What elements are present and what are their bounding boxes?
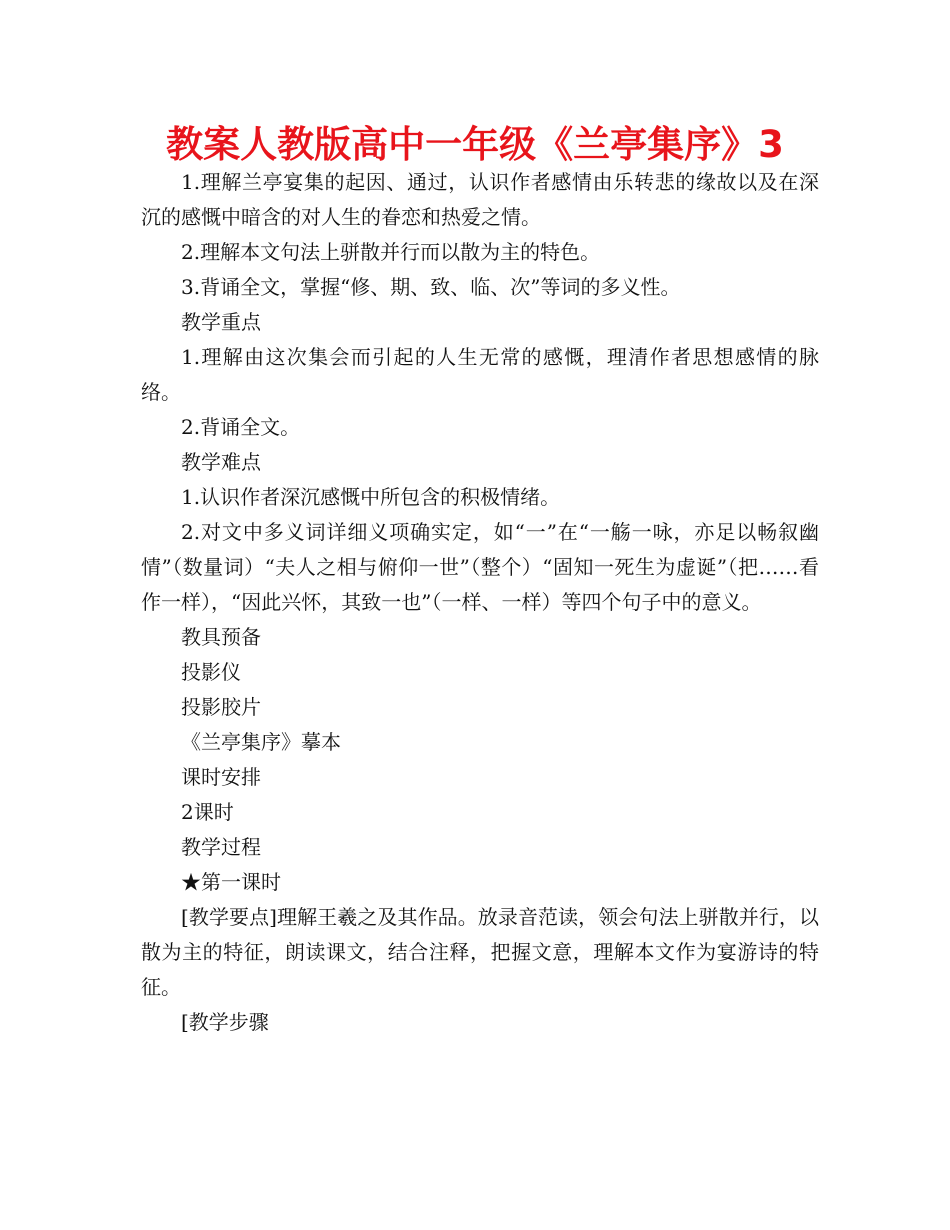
difficulty-1: 1.认识作者深沉感慨中所包含的积极情绪。 bbox=[181, 485, 561, 509]
teaching-steps: [教学步骤 bbox=[181, 1010, 269, 1034]
section-heading-materials: 教具预备 bbox=[181, 625, 261, 649]
document-body bbox=[141, 165, 819, 1040]
section-heading-key-points: 教学重点 bbox=[181, 310, 261, 334]
objective-1: 1.理解兰亭宴集的起因、通过，认识作者感情由乐转悲的缘故以及在深沉的感慨中暗含的对人生的眷恋和热爱之情。 bbox=[141, 170, 819, 229]
difficulty-2: 2.对文中多义词详细义项确实定，如“一”在“一觞一咏，亦足以畅叙幽情”（数量词）“夫人之相与俯仰一世”（整个）“固知一死生为虚诞”（把……看作一样），“因此兴怀，其致一也”（一样、一样）等四个句子中的意义。 bbox=[141, 520, 819, 614]
objective-2: 2.理解本文句法上骈散并行而以散为主的特色。 bbox=[181, 240, 601, 264]
section-heading-schedule: 课时安排 bbox=[181, 765, 261, 789]
key-point-2: 2.背诵全文。 bbox=[181, 415, 301, 439]
document-title: 教案人教版高中一年级《兰亭集序》3 bbox=[166, 123, 784, 166]
teaching-points: [教学要点]理解王羲之及其作品。放录音范读，领会句法上骈散并行，以散为主的特征，朗读课文，结合注释，把握文意，理解本文作为宴游诗的特征。 bbox=[141, 905, 819, 999]
section-heading-difficulties: 教学难点 bbox=[181, 450, 261, 474]
schedule-value: 2课时 bbox=[181, 800, 234, 824]
material-item: 《兰亭集序》摹本 bbox=[181, 730, 341, 754]
lesson-one-heading: ★第一课时 bbox=[181, 870, 281, 894]
section-heading-process: 教学过程 bbox=[181, 835, 261, 859]
material-item: 投影仪 bbox=[181, 660, 241, 684]
material-item: 投影胶片 bbox=[181, 695, 261, 719]
objective-3: 3.背诵全文，掌握“修、期、致、临、次”等词的多义性。 bbox=[181, 275, 681, 299]
key-point-1: 1.理解由这次集会而引起的人生无常的感慨，理清作者思想感情的脉络。 bbox=[141, 345, 819, 404]
